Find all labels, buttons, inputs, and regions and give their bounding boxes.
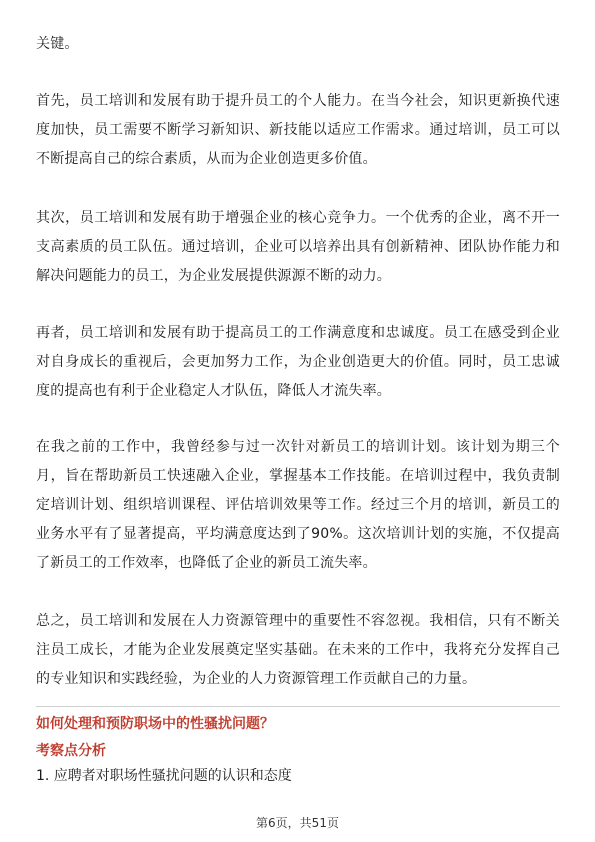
- paragraph-satisfaction-loyalty: 再者，员工培训和发展有助于提高员工的工作满意度和忠诚度。员工在感受到企业对自身成长的重视后，会更加努力工作，为企业创造更大的价值。同时，员工忠诚度的提高也有利于企业稳定人才队伍，降低人才流失率。: [36, 325, 560, 399]
- paragraph-conclusion: 总之，员工培训和发展在人力资源管理中的重要性不容忽视。我相信，只有不断关注员工成长，才能为企业发展奠定坚实基础。在未来的工作中，我将充分发挥自己的专业知识和实践经验，为企业的人力资源管理工作贡献自己的力量。: [36, 613, 560, 687]
- section-divider: [36, 706, 560, 707]
- interview-question: 如何处理和预防职场中的性骚扰问题？: [36, 716, 274, 732]
- paragraph-core-competitiveness: 其次，员工培训和发展有助于增强企业的核心竞争力。一个优秀的企业，离不开一支高素质的员工队伍。通过培训，企业可以培养出具有创新精神、团队协作能力和解决问题能力的员工，为企业发展提供源源不断的动力。: [36, 210, 560, 284]
- section-title-analysis: 考察点分析: [36, 743, 106, 759]
- page-number-footer: 第6页，共51页: [256, 816, 339, 830]
- paragraph-past-experience: 在我之前的工作中，我曾经参与过一次针对新员工的培训计划。该计划为期三个月，旨在帮助新员工快速融入企业，掌握基本工作技能。在培训过程中，我负责制定培训计划、组织培训课程、评估培训效果等工作。经过三个月的培训，新员工的业务水平有了显著提高，平均满意度达到了90%。这次培训计划的实施，不仅提高了新员工的工作效率，也降低了企业的新员工流失率。: [36, 439, 560, 571]
- paragraph-continuation: 关键。: [36, 36, 79, 52]
- list-item: 1. 应聘者对职场性骚扰问题的认识和态度: [36, 768, 292, 784]
- paragraph-personal-ability: 首先，员工培训和发展有助于提升员工的个人能力。在当今社会，知识更新换代速度加快，员工需要不断学习新知识、新技能以适应工作需求。通过培训，员工可以不断提高自己的综合素质，从而为企业创造更多价值。: [36, 93, 560, 167]
